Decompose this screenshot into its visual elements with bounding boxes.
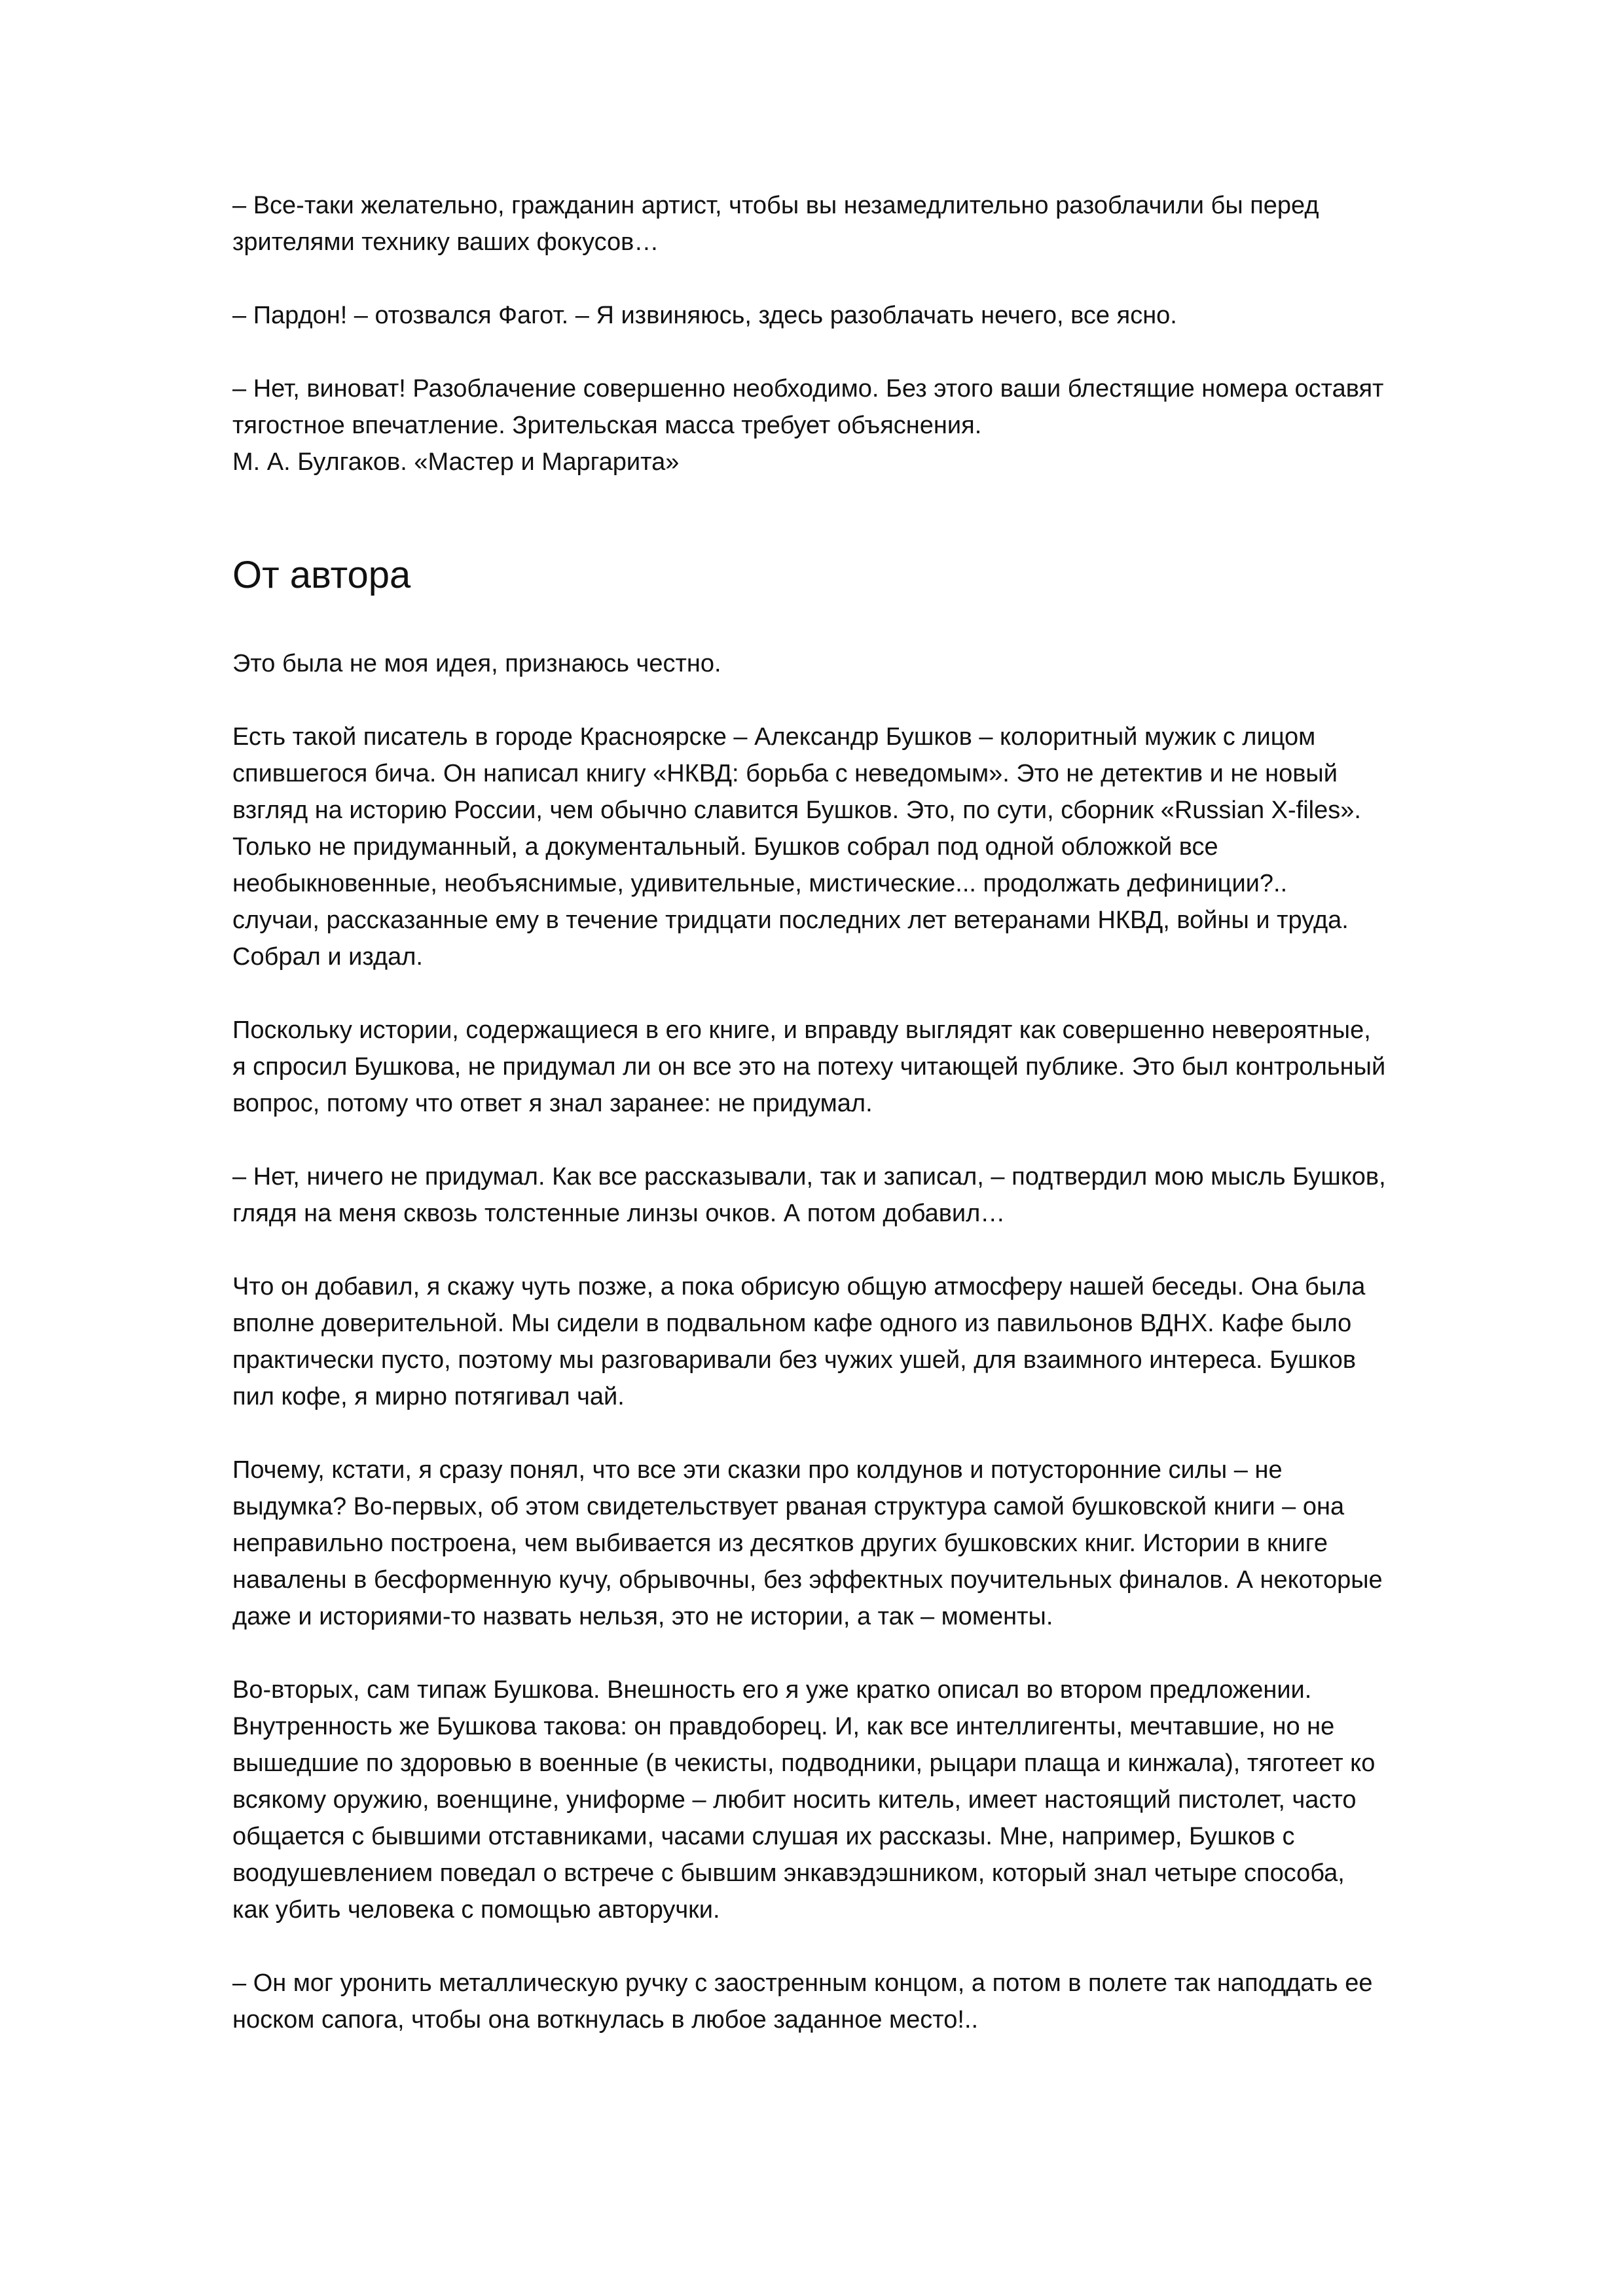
text-line: Есть такой писатель в городе Красноярске – Александр Бушков – колоритный мужик с лицом <box>232 723 1316 751</box>
body-paragraph <box>232 1158 1516 1232</box>
text-line: необыкновенные, необъяснимые, удивительные, мистические... продолжать дефиниции?.. <box>232 870 1288 897</box>
text-line: вопрос, потому что ответ я знал заранее: не придумал. <box>232 1090 873 1117</box>
text-line: Только не придуманный, а документальный. Бушков собрал под одной обложкой все <box>232 833 1218 861</box>
section-body <box>232 645 1516 2038</box>
text-line: даже и историями-то назвать нельзя, это не истории, а так – моменты. <box>232 1603 1053 1630</box>
body-paragraph <box>232 1965 1516 2038</box>
text-line: зрителями технику ваших фокусов… <box>232 228 659 256</box>
text-line: – Он мог уронить металлическую ручку с заостренным концом, а потом в полете так наподдать ее <box>232 1969 1373 1997</box>
text-line: Почему, кстати, я сразу понял, что все эти сказки про колдунов и потусторонние силы – не <box>232 1456 1283 1484</box>
document-page <box>232 187 1516 2075</box>
body-paragraph <box>232 645 1516 682</box>
text-line: глядя на меня сквозь толстенные линзы очков. А потом добавил… <box>232 1200 1006 1227</box>
body-paragraph <box>232 1452 1516 1635</box>
text-line: Поскольку истории, содержащиеся в его книге, и вправду выглядят как совершенно невероятные, <box>232 1016 1371 1044</box>
text-line: – Нет, ничего не придумал. Как все рассказывали, так и записал, – подтвердил мою мысль Бушков, <box>232 1163 1386 1191</box>
body-paragraph <box>232 1012 1516 1122</box>
epigraph-source: М. А. Булгаков. «Мастер и Маргарита» <box>232 448 680 476</box>
text-line: – Нет, виноват! Разоблачение совершенно необходимо. Без этого ваши блестящие номера оставят <box>232 375 1384 403</box>
text-line: тягостное впечатление. Зрительская масса требует объяснения. <box>232 412 982 439</box>
text-line: вышедшие по здоровью в военные (в чекисты, подводники, рыцари плаща и кинжала), тяготеет ко <box>232 1749 1376 1777</box>
text-line: воодушевлением поведал о встрече с бывшим энкавэдэшником, который знал четыре способа, <box>232 1859 1345 1887</box>
text-line: носком сапога, чтобы она воткнулась в любое заданное место!.. <box>232 2006 979 2034</box>
text-line: как убить человека с помощью авторучки. <box>232 1896 720 1924</box>
text-line: взгляд на историю России, чем обычно славится Бушков. Это, по сути, сборник «Russian X-files». <box>232 797 1361 824</box>
body-paragraph <box>232 1672 1516 1928</box>
text-line: спившегося бича. Он написал книгу «НКВД: борьба с неведомым». Это не детектив и не новый <box>232 760 1338 787</box>
epigraph <box>232 187 1516 480</box>
text-line: – Все-таки желательно, гражданин артист, чтобы вы незамедлительно разоблачили бы перед <box>232 192 1319 219</box>
text-line: вполне доверительной. Мы сидели в подвальном кафе одного из павильонов ВДНХ. Кафе было <box>232 1310 1352 1337</box>
text-line: пил кофе, я мирно потягивал чай. <box>232 1383 625 1410</box>
text-line: – Пардон! – отозвался Фагот. – Я извиняюсь, здесь разоблачать нечего, все ясно. <box>232 302 1177 329</box>
text-line: я спросил Бушкова, не придумал ли он все это на потеху читающей публике. Это был контрольный <box>232 1053 1386 1081</box>
epigraph-paragraph <box>232 187 1516 260</box>
text-line: выдумка? Во-первых, об этом свидетельствует рваная структура самой бушковской книги – она <box>232 1493 1345 1520</box>
text-line: Это была не моя идея, признаюсь честно. <box>232 650 721 677</box>
text-line: практически пусто, поэтому мы разговаривали без чужих ушей, для взаимного интереса. Бушков <box>232 1346 1357 1374</box>
text-line: Что он добавил, я скажу чуть позже, а пока обрисую общую атмосферу нашей беседы. Она была <box>232 1273 1366 1300</box>
body-paragraph <box>232 1268 1516 1415</box>
text-line: Внутренность же Бушкова такова: он правдоборец. И, как все интеллигенты, мечтавшие, но не <box>232 1713 1335 1740</box>
text-line: Собрал и издал. <box>232 943 423 971</box>
text-line: всякому оружию, военщине, униформе – любит носить китель, имеет настоящий пистолет, часто <box>232 1786 1357 1814</box>
epigraph-paragraph <box>232 297 1516 334</box>
text-line: общается с бывшими отставниками, часами слушая их рассказы. Мне, например, Бушков с <box>232 1823 1295 1850</box>
body-paragraph <box>232 719 1516 975</box>
text-line: неправильно построена, чем выбивается из десятков других бушковских книг. Истории в книге <box>232 1530 1328 1557</box>
text-line: Во-вторых, сам типаж Бушкова. Внешность его я уже кратко описал во втором предложении. <box>232 1676 1312 1704</box>
epigraph-paragraph <box>232 370 1516 480</box>
text-line: навалены в бесформенную кучу, обрывочны, без эффектных поучительных финалов. А некоторые <box>232 1566 1383 1594</box>
text-line: случаи, рассказанные ему в течение тридцати последних лет ветеранами НКВД, войны и труда. <box>232 906 1349 934</box>
section-title: От автора <box>232 554 411 596</box>
